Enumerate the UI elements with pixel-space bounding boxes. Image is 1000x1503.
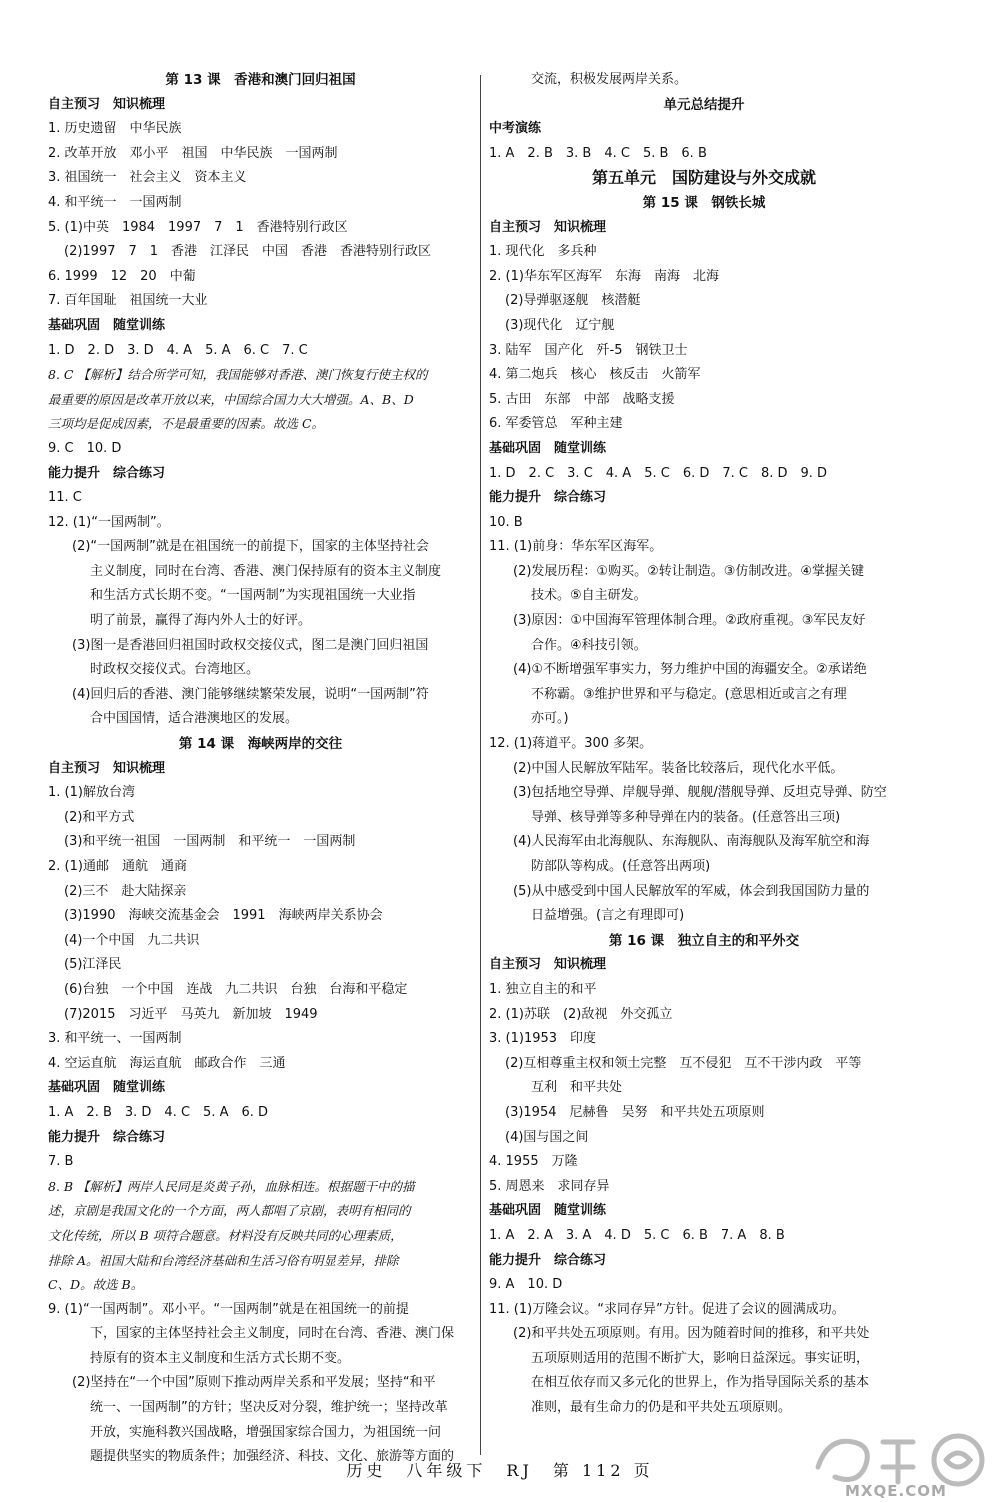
answer-line: 1. A 2. B 3. B 4. C 5. B 6. B [489, 145, 707, 161]
answer-line: 1. 历史遗留 中华民族 [48, 121, 182, 137]
answer-line: (3)和平统一祖国 一国两制 和平统一 一国两制 [64, 834, 356, 850]
answer-line: 11. (1)前身：华东军区海军。 [489, 539, 663, 555]
answer-line: 合作。④科技引领。 [531, 637, 647, 653]
answer-line: (2)“一国两制”就是在祖国统一的前提下，国家的主体坚持社会 [72, 539, 429, 555]
answer-line: 2. (1)苏联 (2)敌视 外交孤立 [489, 1006, 673, 1022]
answer-line: 亦可。) [531, 711, 569, 727]
section-heading: 自主预习 知识梳理 [48, 760, 166, 776]
answer-line: 排除 A。祖国大陆和台湾经济基础和生活习俗有明显差异，排除 [48, 1252, 399, 1268]
answer-line: 1. 现代化 多兵种 [489, 244, 597, 260]
answer-line: (3)包括地空导弹、岸舰导弹、舰舰/潜舰导弹、反坦克导弹、防空 [513, 785, 887, 801]
answer-line: 1. A 2. A 3. A 4. D 5. C 6. B 7. A 8. B [489, 1227, 785, 1243]
answer-line: (2)三不 赴大陆探亲 [64, 883, 187, 899]
answer-line: 时政权交接仪式。台湾地区。 [90, 662, 260, 678]
answer-line: 统一、一国两制”的方针；坚决反对分裂，维护统一；坚持改革 [90, 1400, 448, 1416]
answer-line: (2)互相尊重主权和领土完整 互不侵犯 互不干涉内政 平等 [505, 1055, 862, 1071]
answer-line: (7)2015 习近平 马英九 新加坡 1949 [64, 1006, 318, 1022]
answer-line: 合中国国情，适合港澳地区的发展。 [90, 711, 299, 727]
answer-line: 9. (1)“一国两制”。邓小平。“一国两制”就是在祖国统一的前提 [48, 1301, 409, 1317]
answer-line: 三项均是促成因素，不是最重要的因素。故选 C。 [48, 416, 325, 432]
answer-line: (2)坚持在“一个中国”原则下推动两岸关系和平发展；坚持“和平 [72, 1375, 436, 1391]
answer-line: 4. 1955 万隆 [489, 1154, 578, 1170]
answer-line: 7. B [48, 1154, 74, 1170]
answer-line: 8. B 【解析】两岸人民同是炎黄子孙，血脉相连。根据题干中的描 [48, 1178, 415, 1194]
section-heading: 基础巩固 随堂训练 [48, 317, 166, 333]
left-column [48, 68, 473, 1470]
answer-line: 3. 陆军 国产化 歼-5 钢铁卫士 [489, 342, 688, 358]
answer-line: 防部队等构成。(任意答出两项) [531, 859, 711, 874]
answer-line: 6. 1999 12 20 中葡 [48, 268, 196, 284]
section-heading: 基础巩固 随堂训练 [489, 440, 607, 456]
answer-line: (3)图一是香港回归祖国时政权交接仪式，图二是澳门回归祖国 [72, 637, 429, 653]
answer-line: (5)从中感受到中国人民解放军的军威，体会到我国国防力量的 [513, 883, 870, 899]
answer-line: 不称霸。③维护世界和平与稳定。(意思相近或言之有理 [531, 686, 847, 702]
answer-line: 3. (1)1953 印度 [489, 1031, 597, 1047]
section-heading: 能力提升 综合练习 [48, 465, 166, 481]
section-heading: 基础巩固 随堂训练 [48, 1080, 166, 1096]
answer-line: 和生活方式长期不变。“一国两制”为实现祖国统一大业指 [90, 588, 416, 604]
answer-line: 日益增强。(言之有理即可) [531, 908, 685, 924]
answer-line: (4)人民海军由北海舰队、东海舰队、南海舰队及海军航空和海 [513, 834, 870, 850]
answer-line: 12. (1)蒋道平。300 多架。 [489, 736, 653, 752]
answer-line: (5)江泽民 [64, 957, 122, 973]
watermark-url: MXQE.COM [845, 1482, 947, 1500]
answer-line: 10. B [489, 514, 523, 530]
section-title: 单元总结提升 [663, 96, 745, 113]
answer-line: 4. 空运直航 海运直航 邮政合作 三通 [48, 1055, 286, 1071]
answer-line: (3)现代化 辽宁舰 [505, 317, 615, 333]
section-heading: 基础巩固 随堂训练 [489, 1203, 607, 1219]
answer-line: 述，京剧是我国文化的一个方面，两人都唱了京剧，表明有相同的 [48, 1203, 411, 1219]
answer-line: (3)1954 尼赫鲁 吴努 和平共处五项原则 [505, 1104, 765, 1120]
answer-line: 文化传统，所以 B 项符合题意。材料没有反映共同的心理素质， [48, 1227, 403, 1243]
section-heading: 能力提升 综合练习 [48, 1129, 166, 1145]
section-title: 第 13 课 香港和澳门回归祖国 [165, 72, 356, 88]
right-column [489, 68, 919, 1421]
section-heading: 自主预习 知识梳理 [48, 96, 166, 112]
answer-line: 8. C 【解析】结合所学可知，我国能够对香港、澳门恢复行使主权的 [48, 367, 428, 383]
answer-line: 五项原则适用的范围不断扩大，影响日益深远。事实证明， [531, 1350, 870, 1366]
answer-line: 11. C [48, 490, 82, 506]
answer-line: (2)导弹驱逐舰 核潜艇 [505, 293, 641, 309]
answer-line: (6)台独 一个中国 连战 九二共识 台独 台海和平稳定 [64, 981, 408, 997]
answer-line: 持原有的资本主义制度和生活方式长期不变。 [90, 1350, 351, 1366]
section-heading: 中考演练 [489, 121, 542, 137]
section-heading: 能力提升 综合练习 [489, 490, 607, 506]
answer-line: 开放，实施科教兴国战略，增强国家综合国力，为祖国统一问 [90, 1424, 442, 1440]
section-heading: 能力提升 综合练习 [489, 1252, 607, 1268]
answer-line: 下，国家的主体坚持社会主义制度，同时在台湾、香港、澳门保 [90, 1326, 455, 1342]
answer-line: 1. D 2. D 3. D 4. A 5. A 6. C 7. C [48, 342, 308, 358]
answer-line: (2)1997 7 1 香港 江泽民 中国 香港 香港特别行政区 [64, 244, 432, 260]
answer-line: 最重要的原因是改革开放以来，中国综合国力大大增强。A、B、D [48, 391, 414, 407]
answer-line: 3. 祖国统一 社会主义 资本主义 [48, 170, 247, 186]
answer-line: C、D。故选 B。 [48, 1277, 144, 1293]
answer-line: 9. A 10. D [489, 1277, 563, 1293]
answer-line: 9. C 10. D [48, 440, 122, 456]
answer-line: 5. 古田 东部 中部 战略支援 [489, 391, 675, 407]
answer-line: 3. 和平统一、一国两制 [48, 1031, 182, 1047]
column-divider [480, 75, 481, 1455]
answer-line: (4)回归后的香港、澳门能够继续繁荣发展，说明“一国两制”符 [72, 686, 429, 702]
answer-line: 5. (1)中英 1984 1997 7 1 香港特别行政区 [48, 219, 348, 235]
answer-line: (4)①不断增强军事实力，努力维护中国的海疆安全。②承诺绝 [513, 662, 867, 678]
answer-line: 11. (1)万隆会议。“求同存异”方针。促进了会议的圆满成功。 [489, 1301, 845, 1317]
page-footer: 历史 八年级下 RJ 第 112 页 [346, 1461, 654, 1480]
answer-line: (4)一个中国 九二共识 [64, 932, 200, 948]
answer-line: 7. 百年国耻 祖国统一大业 [48, 293, 208, 309]
answer-line: 导弹、核导弹等多种导弹在内的装备。(任意答出三项) [531, 809, 841, 825]
answer-line: (3)原因：①中国海军管理体制合理。②政府重视。③军民友好 [513, 613, 866, 629]
answer-line: 4. 和平统一 一国两制 [48, 194, 182, 210]
answer-line: 在相互依存而又多元化的世界上，作为指导国际关系的基本 [531, 1375, 870, 1391]
answer-line: 明了前景，赢得了海内外人士的好评。 [90, 613, 312, 629]
answer-line: 1. D 2. C 3. C 4. A 5. C 6. D 7. C 8. D 9. D [489, 465, 828, 481]
answer-line: 技术。⑤自主研发。 [531, 588, 647, 604]
section-title: 第 16 课 独立自主的和平外交 [608, 932, 800, 949]
section-heading: 自主预习 知识梳理 [489, 957, 607, 973]
answer-line: 2. 改革开放 邓小平 祖国 中华民族 一国两制 [48, 145, 338, 161]
answer-line: 1. 独立自主的和平 [489, 981, 597, 997]
section-heading: 自主预习 知识梳理 [489, 219, 607, 235]
answer-line: (2)中国人民解放军陆军。装备比较落后，现代化水平低。 [513, 760, 844, 776]
answer-line: 主义制度，同时在台湾、香港、澳门保持原有的资本主义制度 [90, 563, 442, 579]
answer-line: 1. (1)解放台湾 [48, 785, 135, 801]
section-title: 第 15 课 钢铁长城 [642, 194, 766, 211]
answer-line: (4)国与国之间 [505, 1129, 589, 1145]
answer-line: 题提供坚实的物质条件；加强经济、科技、文化、旅游等方面的 [90, 1449, 455, 1465]
answer-line: 5. 周恩来 求同存异 [489, 1178, 610, 1194]
section-title: 第五单元 国防建设与外交成就 [591, 168, 816, 188]
answer-line: 交流，积极发展两岸关系。 [531, 72, 688, 87]
answer-line: 1. A 2. B 3. D 4. C 5. A 6. D [48, 1104, 269, 1120]
answer-line: (2)和平共处五项原则。有用。因为随着时间的推移，和平共处 [513, 1326, 870, 1342]
answer-line: (3)1990 海峡交流基金会 1991 海峡两岸关系协会 [64, 908, 383, 924]
answer-line: 2. (1)通邮 通航 通商 [48, 859, 187, 874]
answer-line: (2)和平方式 [64, 809, 135, 825]
answer-line: 6. 军委管总 军种主建 [489, 416, 623, 432]
section-title: 第 14 课 海峡两岸的交往 [178, 736, 343, 753]
answer-line: (2)发展历程：①购买。②转让制造。③仿制改进。④掌握关键 [513, 563, 865, 579]
answer-line: 2. (1)华东军区海军 东海 南海 北海 [489, 268, 719, 284]
answer-line: 准则，最有生命力的仍是和平共处五项原则。 [531, 1400, 792, 1416]
answer-line: 互利 和平共处 [531, 1080, 623, 1096]
answer-line: 12. (1)“一国两制”。 [48, 514, 170, 530]
answer-line: 4. 第二炮兵 核心 核反击 火箭军 [489, 367, 701, 383]
